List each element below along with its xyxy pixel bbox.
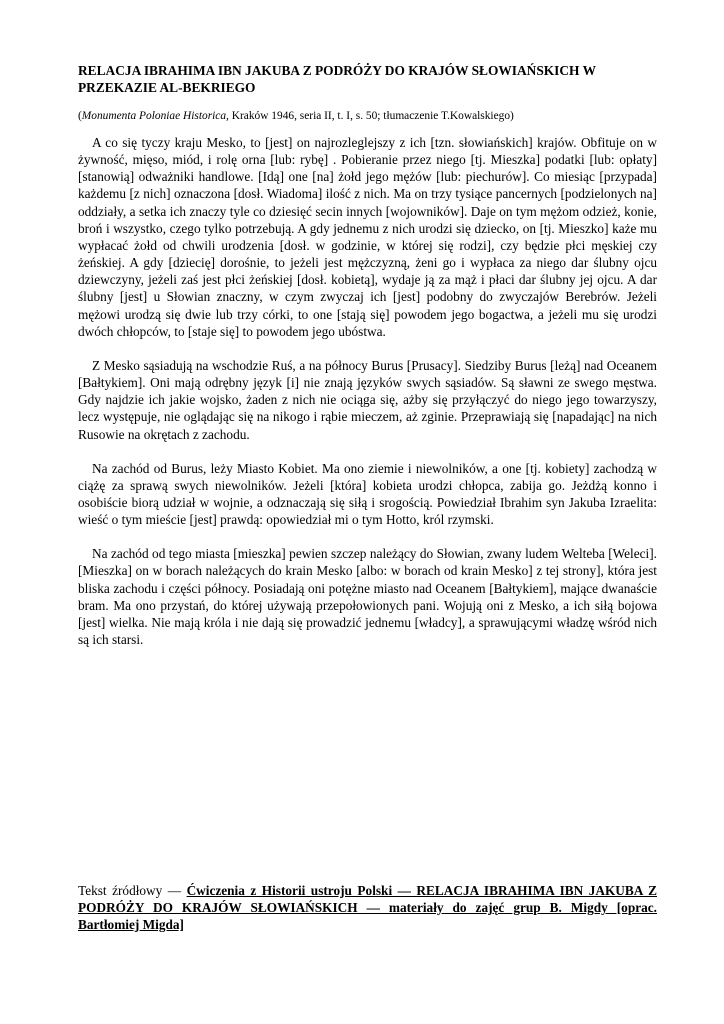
source-work-title: Monumenta Poloniae Historica, — [81, 110, 229, 122]
source-details: Kraków 1946, seria II, t. I, s. 50; tłumaczenie T.Kowalskiego) — [228, 110, 514, 122]
footer-link[interactable]: Ćwiczenia z Historii ustroju Polski — RELACJA IBRAHIMA IBN JAKUBA Z PODRÓŻY DO KRAJÓW SŁOWIAŃSKICH — materiały do zajęć grup B. Migdy [oprac. Bartłomiej Migda] — [78, 883, 657, 932]
document-page — [78, 62, 657, 665]
paragraph-mesko: A co się tyczy kraju Mesko, to [jest] on najrozleglejszy z ich [tzn. słowiańskich] krajów. Obfituje on w żywność, mięso, miód, i rolę orna [lub: rybę] . Pobieranie przez niego [tj. Mieszka] podatki [lub: opłaty] [stanowią] odważniki handlowe. [Idą] one [na] żołd jego mężów [lub: piechurów]. Co miesiąc [przypada] każdemu [z nich] oznaczona [dosł. Wiadoma] ilość z nich. Ma on trzy tysiące pancernych [podzielonych na] oddziały, a setka ich znaczy tyle co dziesięć secin innych [wojowników]. Daje on tym mężom odzież, konie, broń i wszystko, czego tylko potrzebują. A gdy jednemu z nich urodzi się dziecko, on [tj. Mieszko] każe mu wypłacać żołd od chwili urodzenia [dosł. w godzinie, w której się rodzi], czy będzie płci męskiej czy żeńskiej. A gdy [dziecię] dorośnie, to jeżeli jest mężczyzną, żeni go i wypłaca za niego dar ślubny ojcu dziewczyny, jeżeli zaś jest płci żeńskiej [dosł. kobietą], wydaje ją za mąż i płaci dar ślubny jej ojcu. A dar ślubny [jest] u Słowian znaczny, w czym zwyczaj ich [jest] podobny do zwyczajów Berebrów. Jeżeli mężowi urodzą się dwie lub trzy córki, to one [stają się] powodem jego bogactwa, a jeżeli mu się urodzi dwóch chłopców, to [staje się] to powodem jego ubóstwa. — [78, 135, 657, 339]
footer-prefix: Tekst źródłowy — — [78, 883, 187, 898]
source-citation — [78, 109, 657, 123]
paragraph-welteba: Na zachód od tego miasta [mieszka] pewien szczep należący do Słowian, zwany ludem Welteba [Weleci]. [Mieszka] on w borach należących do krain Mesko [albo: w borach od krain Mesko] z tej strony], która jest bliska zachodu i części północy. Posiadają oni potężne miasto nad Oceanem [Bałtykiem], mające dwanaście bram. Ma ono przystań, do której używają przepołowionych pani. Wojują oni z Mesko, a ich siłą bojowa [jest] wielka. Nie mają króla i nie dają się prowadzić jednemu [władcy], a sprawującymi władzę wśród nich są ich starsi. — [78, 546, 657, 648]
paragraph-burus: Z Mesko sąsiadują na wschodzie Ruś, a na północy Burus [Prusacy]. Siedziby Burus [leżą] nad Oceanem [Bałtykiem]. Oni mają odrębny język [i] nie znają języków swych sąsiadów. Są sławni ze swego męstwa. Gdy najdzie ich jakie wojsko, żaden z nich nie ociąga się, ażby się przyłączyć do niego jego towarzyszy, lecz występuje, nie oglądając się na nikogo i rąbie mieczem, aż zginie. Przeprawiają się [napadając] na nich Rusowie na okrętach z zachodu. — [78, 357, 657, 442]
document-body — [78, 134, 657, 648]
source-footer — [78, 882, 657, 933]
document-title: RELACJA IBRAHIMA IBN JAKUBA Z PODRÓŻY DO KRAJÓW SŁOWIAŃSKICH W PRZEKAZIE AL-BEKRIEGO — [78, 63, 596, 95]
source-open-paren: ( — [78, 110, 82, 122]
paragraph-city-of-women: Na zachód od Burus, leży Miasto Kobiet. Ma ono ziemie i niewolników, a one [tj. kobiety] zachodzą w ciążę za sprawą swych niewolników. Jeżeli [która] kobieta urodzi chłopca, zabija go. Jeżdżą konno i osobiście biorą udział w wojnie, a odznaczają się siłą i srogością. Powiedział Ibrahim syn Jakuba Izraelita: wieść o tym mieście [jest] prawdą: opowiedział mi o tym Hotto, król rzymski. — [78, 460, 657, 528]
